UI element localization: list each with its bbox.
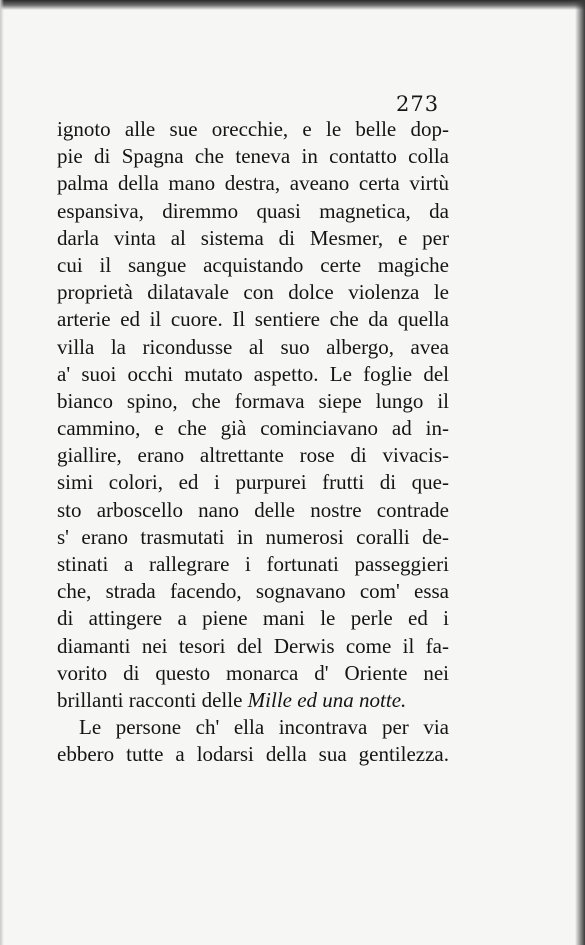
text-line-24: ebbero tutte a lodarsi della sua gentilezza. <box>57 742 449 767</box>
text-line-18: che, strada facendo, sognavano com' essa <box>57 579 449 604</box>
text-line-3: palma della mano destra, aveano certa virtù <box>57 171 449 196</box>
text-line-1: ignoto alle sue orecchie, e le belle dop- <box>57 117 449 141</box>
text-line-6: cui il sangue acquistando certe magiche <box>57 252 449 277</box>
text-line-5: darla vinta al sistema di Mesmer, e per <box>57 225 449 250</box>
text-line-23: Le persone ch' ella incontrava per via <box>79 715 449 740</box>
text-line-21: vorito di questo monarca d' Oriente nei <box>57 660 449 685</box>
text-line-13: giallire, erano altrettante rose di vivacis- <box>57 443 449 468</box>
text-line-19: di attingere a piene mani le perle ed i <box>57 606 449 631</box>
text-line-8: arterie ed il cuore. Il sentiere che da quella <box>57 307 449 332</box>
text-line-4: espansiva, diremmo quasi magnetica, da <box>57 198 449 223</box>
text-line-14: simi colori, ed i purpurei frutti di que- <box>57 470 449 495</box>
text-line-17: stinati a rallegrare i fortunati passeggieri <box>57 552 449 576</box>
text-line-10: a' suoi occhi mutato aspetto. Le foglie del <box>57 361 449 386</box>
text-line-2: pie di Spagna che teneva in contatto colla <box>57 144 449 169</box>
text-line-22 <box>57 687 449 714</box>
text-line-16: s' erano trasmutati in numerosi coralli de- <box>57 524 449 549</box>
text-line-7: proprietà dilatavale con dolce violenza le <box>57 280 449 305</box>
page-number: 273 <box>396 92 440 116</box>
text-line-15: sto arboscello nano delle nostre contrade <box>57 497 449 522</box>
text-line-22-italic-title: Mille ed una notte. <box>247 687 407 712</box>
scan-edge-left <box>0 0 4 945</box>
text-line-22-roman: brillanti racconti delle <box>57 687 248 712</box>
text-line-20: diamanti nei tesori del Derwis come il fa- <box>57 633 449 658</box>
scan-edge-top <box>0 0 585 10</box>
text-line-9: villa la ricondusse al suo albergo, avea <box>57 334 449 359</box>
text-line-11: bianco spino, che formava siepe lungo il <box>57 388 449 413</box>
text-line-12: cammino, e che già cominciavano ad in- <box>57 416 449 441</box>
body-text <box>57 116 449 769</box>
scan-edge-right <box>575 0 585 945</box>
